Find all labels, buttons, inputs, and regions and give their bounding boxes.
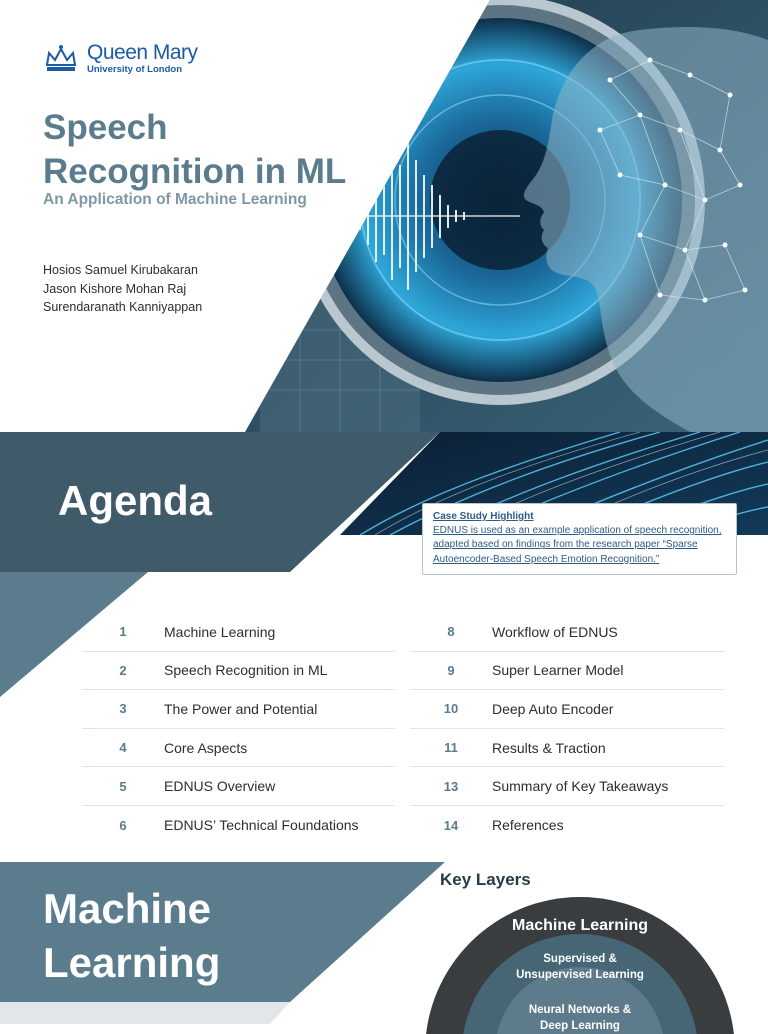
- agenda-item[interactable]: [410, 729, 724, 768]
- presentation-subtitle: An Application of Machine Learning: [43, 191, 307, 208]
- agenda-item-label: Results & Traction: [492, 739, 606, 756]
- layer-label-inner: [480, 1002, 680, 1034]
- author-list: [43, 261, 202, 317]
- case-study-heading[interactable]: Case Study Highlight: [433, 511, 534, 522]
- ml-title-line-2: Learning: [43, 939, 221, 986]
- agenda-item-number: 9: [447, 662, 455, 678]
- agenda-item-number: 1: [119, 624, 127, 640]
- agenda-item[interactable]: [410, 767, 724, 806]
- agenda-item-label: Workflow of EDNUS: [492, 623, 618, 640]
- agenda-item-label: The Power and Potential: [164, 700, 318, 717]
- author-name: Jason Kishore Mohan Raj: [43, 281, 187, 296]
- agenda-item-number: 4: [119, 740, 127, 756]
- machine-learning-title: [43, 882, 220, 990]
- layer-label-outer: Machine Learning: [511, 917, 649, 934]
- university-logo: [43, 42, 198, 75]
- title-line-2: Recognition in ML: [43, 152, 347, 191]
- case-study-callout: [422, 503, 737, 575]
- agenda-item-number: 14: [443, 817, 459, 833]
- layer-label-line: Deep Learning: [540, 1020, 620, 1032]
- agenda-item[interactable]: [82, 652, 395, 691]
- ml-title-line-1: Machine: [43, 885, 212, 932]
- crown-icon: [43, 43, 79, 75]
- agenda-item-label: References: [492, 817, 564, 834]
- agenda-item-number: 5: [119, 778, 127, 794]
- agenda-item[interactable]: [410, 806, 724, 845]
- agenda-item-label: Speech Recognition in ML: [164, 662, 328, 679]
- agenda-item-number: 11: [444, 740, 458, 756]
- agenda-item-label: Super Learner Model: [492, 662, 624, 679]
- author-name: Hosios Samuel Kirubakaran: [43, 263, 198, 277]
- agenda-item-label: Machine Learning: [164, 623, 276, 640]
- agenda-item-number: 2: [119, 662, 127, 678]
- agenda-item[interactable]: [82, 767, 395, 806]
- agenda-section: [0, 432, 768, 862]
- agenda-item[interactable]: [82, 690, 395, 729]
- logo-name: Queen Mary: [87, 41, 198, 64]
- layer-label-middle: [480, 951, 680, 983]
- agenda-list-left: [82, 613, 395, 845]
- logo-subtitle: University of London: [87, 64, 182, 75]
- agenda-item[interactable]: [410, 690, 724, 729]
- agenda-item-label: Core Aspects: [164, 739, 248, 756]
- agenda-item-number: 10: [443, 701, 459, 717]
- agenda-item[interactable]: [82, 806, 395, 845]
- agenda-list-right: [410, 613, 724, 845]
- agenda-item[interactable]: [410, 652, 724, 691]
- layer-label-line: Neural Networks &: [528, 1004, 632, 1016]
- presentation-title: [43, 106, 346, 194]
- agenda-item-number: 8: [447, 624, 455, 640]
- agenda-item[interactable]: [82, 613, 395, 652]
- agenda-title: Agenda: [58, 477, 213, 524]
- cover-section: [0, 0, 768, 432]
- agenda-item-number: 13: [443, 778, 459, 794]
- agenda-item[interactable]: [82, 729, 395, 768]
- machine-learning-section: [0, 862, 768, 1032]
- layer-label-line: Unsupervised Learning: [516, 969, 644, 981]
- case-study-text[interactable]: EDNUS is used as an example application of speech recognition, adapted based on findings from the research paper “Sparse Autoencoder-Based Speech Emotion Recognition.”: [433, 525, 722, 565]
- agenda-item-number: 3: [119, 701, 127, 717]
- agenda-item-label: EDNUS’ Technical Foundations: [164, 817, 359, 834]
- agenda-item-label: Deep Auto Encoder: [492, 700, 614, 717]
- key-layers-heading: Key Layers: [440, 870, 531, 889]
- author-name: Surendaranath Kanniyappan: [43, 300, 203, 314]
- agenda-item[interactable]: [410, 613, 724, 652]
- agenda-item-number: 6: [119, 817, 127, 833]
- agenda-item-label: EDNUS Overview: [164, 778, 276, 795]
- agenda-item-label: Summary of Key Takeaways: [492, 778, 669, 795]
- layer-label-line: Supervised &: [543, 953, 617, 965]
- title-line-1: Speech: [43, 108, 168, 147]
